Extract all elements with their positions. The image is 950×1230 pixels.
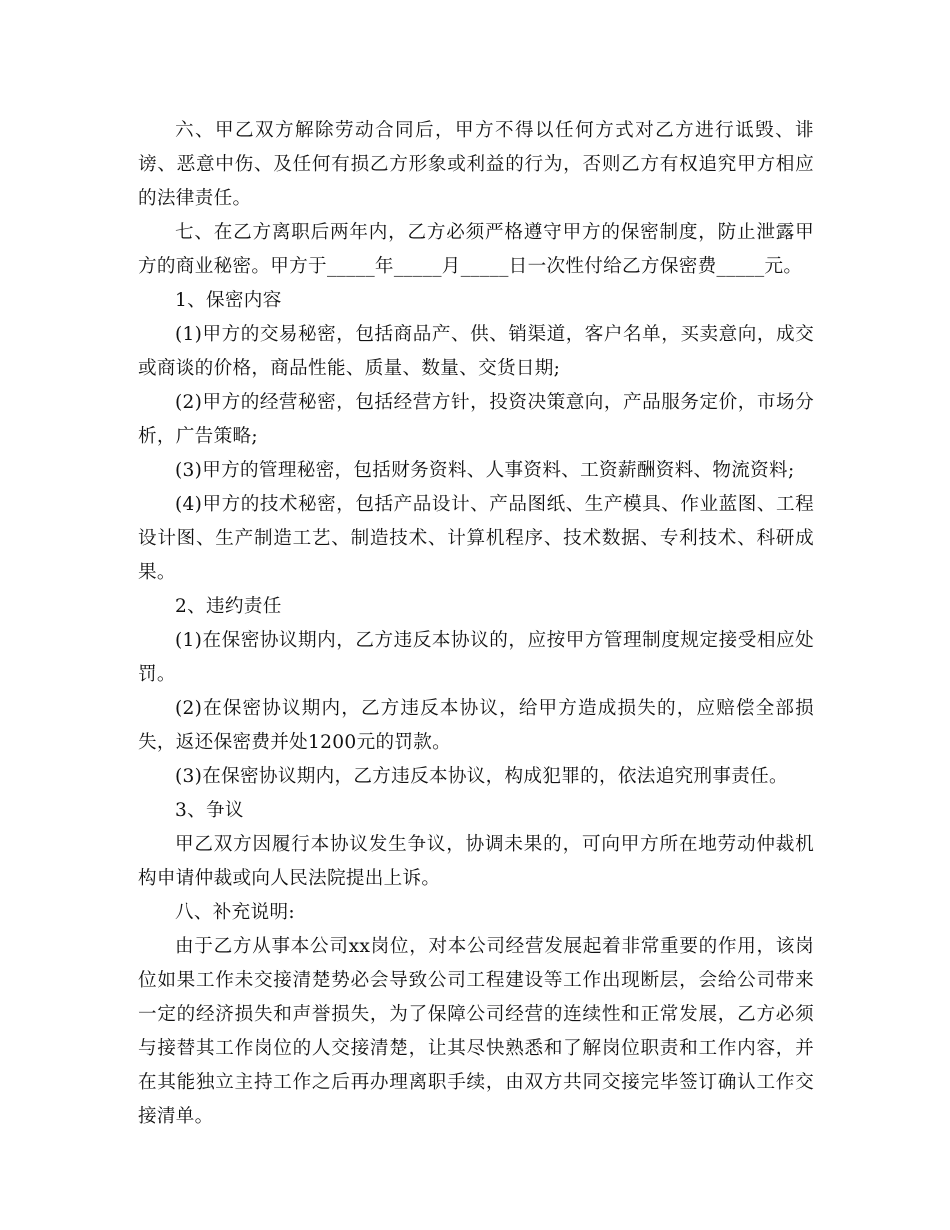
clause-eight: 八、补充说明: (175, 902, 295, 923)
liability-item-1: (1)在保密协议期内，乙方违反本协议的，应按甲方管理制度规定接受相应处罚。 (138, 630, 814, 685)
supplement-text: 由于乙方从事本公司xx岗位，对本公司经营发展起着非常重要的作用，该岗位如果工作未交接清楚势必会导致公司工程建设等工作出现断层，会给公司带来一定的经济损失和声誉损失，为了保障公司经营的连续性和正常发展，乙方必须与接替其工作岗位的人交接清楚，让其尽快熟悉和了解岗位职责和工作内容，并在其能独立主持工作之后再办理离职手续，由双方共同交接完毕签订确认工作交接清单。 (138, 936, 814, 1127)
liability-item-3: (3)在保密协议期内，乙方违反本协议，构成犯罪的，依法追究刑事责任。 (175, 766, 788, 787)
liability-item-2: (2)在保密协议期内，乙方违反本协议，给甲方造成损失的，应赔偿全部损失，返还保密费并处1200元的罚款。 (138, 698, 814, 753)
clause-six: 六、甲乙双方解除劳动合同后，甲方不得以任何方式对乙方进行诋毁、诽谤、恶意中伤、及任何有损乙方形象或利益的行为，否则乙方有权追究甲方相应的法律责任。 (138, 120, 814, 209)
section-confidential-content: 1、保密内容 (175, 290, 282, 311)
item-business-secrets: (2)甲方的经营秘密，包括经营方针，投资决策意向，产品服务定价，市场分析，广告策略; (138, 392, 814, 447)
item-trade-secrets: (1)甲方的交易秘密，包括商品产、供、销渠道，客户名单，买卖意向，成交或商谈的价格，商品性能、质量、数量、交货日期; (138, 324, 814, 379)
section-liability: 2、违约责任 (175, 596, 282, 617)
document-body (138, 114, 814, 1134)
clause-seven: 七、在乙方离职后两年内，乙方必须严格遵守甲方的保密制度，防止泄露甲方的商业秘密。甲方于_____年_____月_____日一次性付给乙方保密费_____元。 (138, 222, 814, 277)
dispute-text: 甲乙双方因履行本协议发生争议，协调未果的，可向甲方所在地劳动仲裁机构申请仲裁或向人民法院提出上诉。 (138, 834, 814, 889)
item-technical-secrets: (4)甲方的技术秘密，包括产品设计、产品图纸、生产模具、作业蓝图、工程设计图、生产制造工艺、制造技术、计算机程序、技术数据、专利技术、科研成果。 (138, 494, 814, 583)
item-management-secrets: (3)甲方的管理秘密，包括财务资料、人事资料、工资薪酬资料、物流资料; (175, 460, 795, 481)
section-dispute: 3、争议 (175, 800, 244, 821)
